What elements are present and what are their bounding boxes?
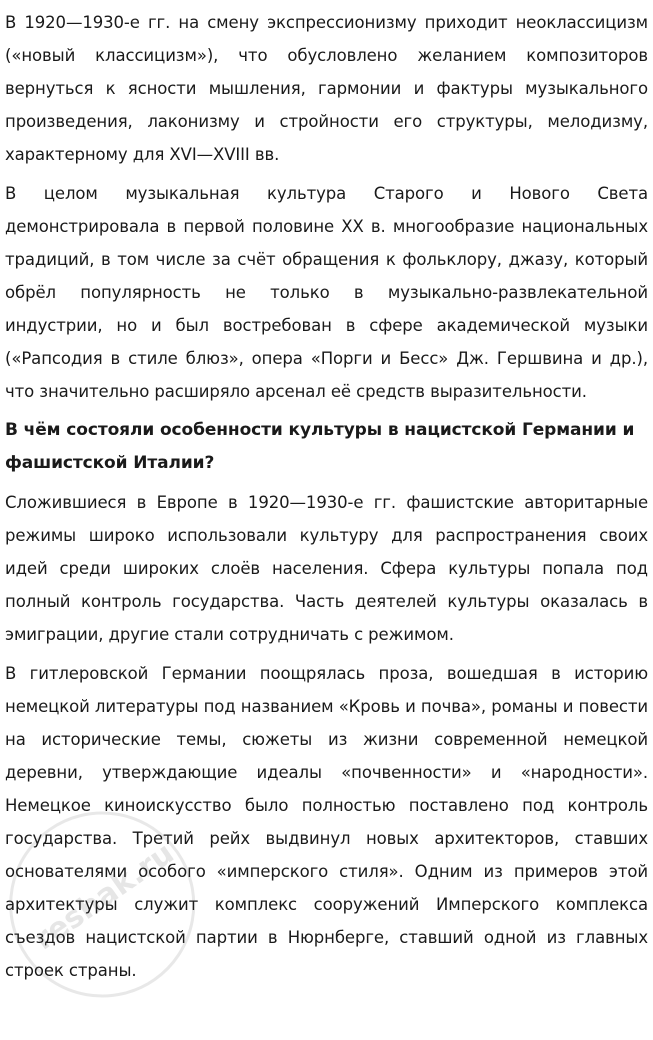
document-page: [5, 6, 648, 993]
paragraph-hitler-germany: В гитлеровской Германии поощрялась проза, вошедшая в историю немецкой литературы под названием «Кровь и почва», романы и повести на исторические темы, сюжеты из жизни современной немецкой деревни, утверждающие идеалы «почвенности» и «народности». Немецкое киноискусство было полностью поставлено под контроль государства. Третий рейх выдвинул новых архитекторов, ставших основателями особого «имперского стиля». Одним из примеров этой архитектуры служит комплекс сооружений Имперского комплекса съездов нацистской партии в Нюрнберге, ставший одной из главных строек страны.: [5, 664, 648, 980]
paragraph-music-culture: В целом музыкальная культура Старого и Нового Света демонстрировала в первой половине XX в. многообразие национальных традиций, в том числе за счёт обращения к фольклору, джазу, который обрёл популярность не только в музыкально-развлекательной индустрии, но и был востребован в сфере академической музыки («Рапсодия в стиле блюз», опера «Порги и Бесс» Дж. Гершвина и др.), что значительно расширяло арсенал её средств выразительности.: [5, 184, 648, 401]
watermark-text: reshak.ru: [27, 835, 181, 958]
section-heading: В чём состояли особенности культуры в нацистской Германии и фашистской Италии?: [5, 420, 635, 473]
paragraph-neoclassicism: В 1920—1930-е гг. на смену экспрессионизму приходит неоклассицизм («новый классицизм»), что обусловлено желанием композиторов вернуться к ясности мышления, гармонии и фактуры музыкального произведения, лаконизму и стройности его структуры, мелодизму, характерному для XVI—XVIII вв.: [5, 13, 648, 164]
paragraph-fascist-regimes: Сложившиеся в Европе в 1920—1930-е гг. фашистские авторитарные режимы широко использовали культуру для распространения своих идей среди широких слоёв населения. Сфера культуры попала под полный контроль государства. Часть деятелей культуры оказалась в эмиграции, другие стали сотрудничать с режимом.: [5, 493, 648, 644]
